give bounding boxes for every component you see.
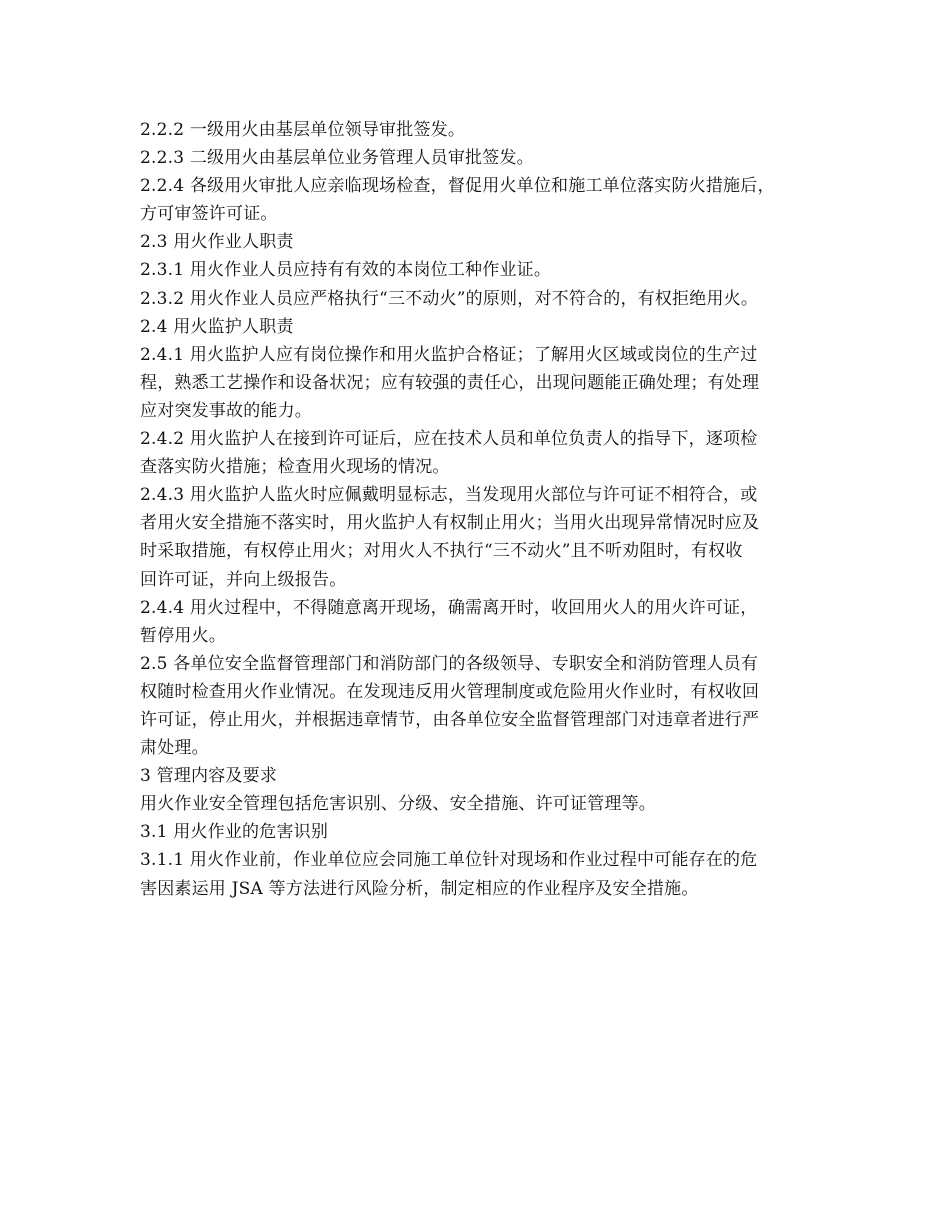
document-body: [140, 116, 830, 903]
text-line: 2.4.2 用火监护人在接到许可证后，应在技术人员和单位负责人的指导下，逐项检: [140, 429, 758, 450]
text-line: 查落实防火措施；检查用火现场的情况。: [140, 457, 450, 478]
text-line: 许可证，停止用火，并根据违章情节，由各单位安全监督管理部门对违章者进行严: [140, 709, 760, 730]
text-line: 回许可证，并向上级报告。: [140, 569, 347, 590]
text-line: 肃处理。: [140, 738, 209, 759]
text-line: 2.2.2 一级用火由基层单位领导审批签发。: [140, 120, 466, 140]
text-line: 方可审签许可证。: [140, 204, 278, 225]
text-line: 权随时检查用火作业情况。在发现违反用火管理制度或危险用火作业时，有权收回: [140, 681, 760, 702]
section-heading: 3.1 用火作业的危害识别: [140, 822, 329, 843]
text-line: 2.2.4 各级用火审批人应亲临现场检查，督促用火单位和施工单位落实防火措施后，: [140, 176, 775, 197]
text-line: 害因素运用 JSA 等方法进行风险分析，制定相应的作业程序及安全措施。: [140, 878, 699, 899]
text-line: 应对突发事故的能力。: [140, 400, 312, 421]
text-line: 程，熟悉工艺操作和设备状况；应有较强的责任心，出现问题能正确处理；有处理: [140, 372, 760, 393]
text-line: 时采取措施，有权停止用火；对用火人不执行“三不动火”且不听劝阻时，有权收: [140, 541, 743, 562]
text-line: 2.3.2 用火作业人员应严格执行“三不动火”的原则，对不符合的，有权拒绝用火。: [140, 288, 759, 309]
text-line: 者用火安全措施不落实时，用火监护人有权制止用火；当用火出现异常情况时应及: [140, 513, 760, 534]
text-line: 用火作业安全管理包括危害识别、分级、安全措施、许可证管理等。: [140, 794, 656, 815]
section-heading: 3 管理内容及要求: [140, 766, 278, 787]
text-line: 2.3.1 用火作业人员应持有有效的本岗位工种作业证。: [140, 260, 552, 281]
text-line: 2.5 各单位安全监督管理部门和消防部门的各级领导、专职安全和消防管理人员有: [140, 653, 759, 674]
section-heading: 2.3 用火作业人职责: [140, 232, 294, 253]
text-line: 2.2.3 二级用火由基层单位业务管理人员审批签发。: [140, 148, 534, 169]
text-line: 2.4.1 用火监护人应有岗位操作和用火监护合格证；了解用火区域或岗位的生产过: [140, 344, 758, 365]
text-line: 暂停用火。: [140, 625, 226, 646]
section-heading: 2.4 用火监护人职责: [140, 316, 294, 337]
text-line: 2.4.3 用火监护人监火时应佩戴明显标志，当发现用火部位与许可证不相符合，或: [140, 485, 758, 506]
text-line: 3.1.1 用火作业前，作业单位应会同施工单位针对现场和作业过程中可能存在的危: [140, 850, 758, 871]
text-line: 2.4.4 用火过程中，不得随意离开现场，确需离开时，收回用火人的用火许可证，: [140, 597, 758, 618]
